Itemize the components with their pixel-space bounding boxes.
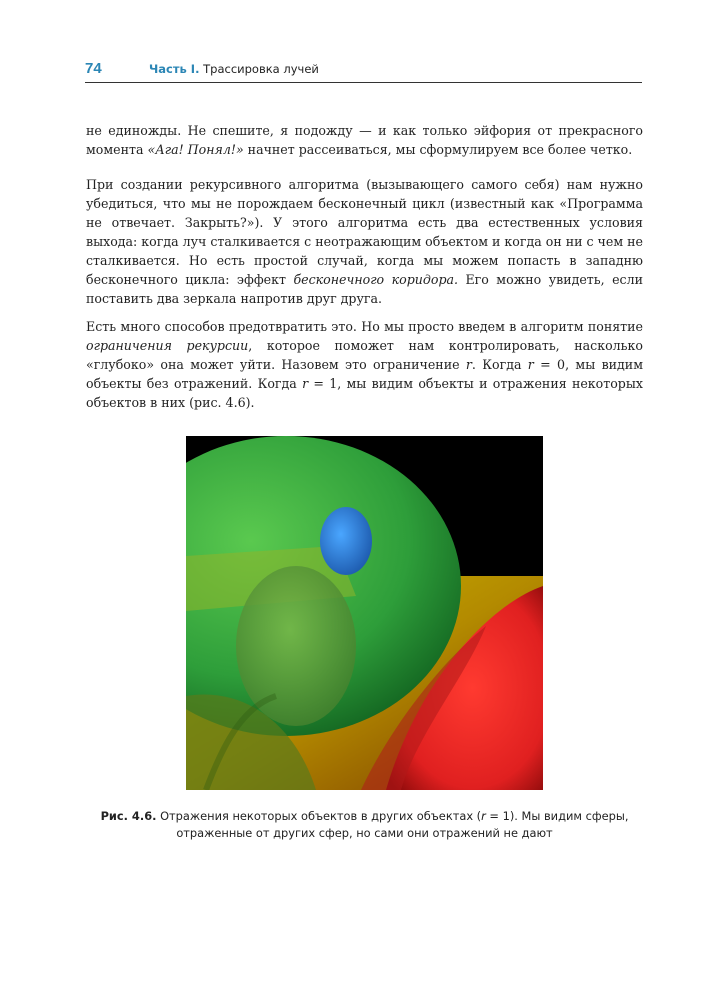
paragraph-2: [86, 175, 643, 308]
paragraph-text: = 1, мы видим объекты и отражения некоторых объектов в них (рис. 4.6).: [86, 376, 643, 410]
paragraph-text: Его можно увидеть, если поставить два зеркала напротив друг друга.: [86, 272, 643, 306]
figure-caption: [86, 808, 643, 842]
paragraph-1: [86, 121, 643, 159]
paragraph-text: не единожды. Не спешите, я подожду — и как только эйфория от прекрасного момента: [86, 123, 643, 157]
variable-r: r: [465, 357, 472, 372]
page-number: 74: [85, 60, 102, 77]
header-rule: [85, 82, 642, 83]
part-label: Часть I.: [149, 62, 200, 76]
page-header: [85, 54, 642, 84]
variable-r: r: [302, 376, 309, 391]
paragraph-text: = 0, мы видим объекты без отражений. Когда: [86, 357, 643, 391]
paragraph-3: [86, 317, 643, 412]
paragraph-text: При создании рекурсивного алгоритма (вызывающего самого себя) нам нужно убедиться, что мы не порождаем бесконечный цикл (известный как «Программа не отвечает. Закрыть?»). У этого алгоритма есть два естественных условия выхода: когда луч сталкивается с неотражающим объектом и когда он ни с чем не сталкивается. Но есть простой случай, когда мы можем попасть в западню бесконечного цикла: эффект: [86, 177, 643, 287]
paragraph-text: , которое поможет нам контролировать, насколько «глубоко» она может уйти. Назовем это ограничение: [86, 338, 643, 372]
caption-label: Рис. 4.6.: [100, 809, 157, 823]
paragraph-text: . Когда: [471, 357, 528, 372]
caption-text: Отражения некоторых объектов в других объектах (: [156, 809, 482, 823]
emphasis: бесконечного коридора.: [293, 272, 459, 287]
caption-text: = 1). Мы видим сферы, отраженные от других сфер, но сами они отражений не дают: [176, 809, 629, 840]
ray-traced-scene: [186, 436, 543, 790]
figure-render: [186, 436, 543, 790]
part-title: Трассировка лучей: [203, 62, 319, 76]
paragraph-text: начнет рассеиваться, мы сформулируем все более четко.: [243, 142, 633, 157]
running-head: [149, 62, 319, 76]
emphasis: ограничения рекурсии: [86, 338, 249, 353]
variable-r: r: [481, 809, 486, 823]
emphasis: «Ага! Понял!»: [147, 142, 244, 157]
paragraph-text: Есть много способов предотвратить это. Но мы просто введем в алгоритм понятие: [86, 319, 643, 334]
blue-sphere-reflection: [320, 507, 372, 575]
small-green-sphere: [236, 566, 356, 726]
variable-r: r: [527, 357, 534, 372]
